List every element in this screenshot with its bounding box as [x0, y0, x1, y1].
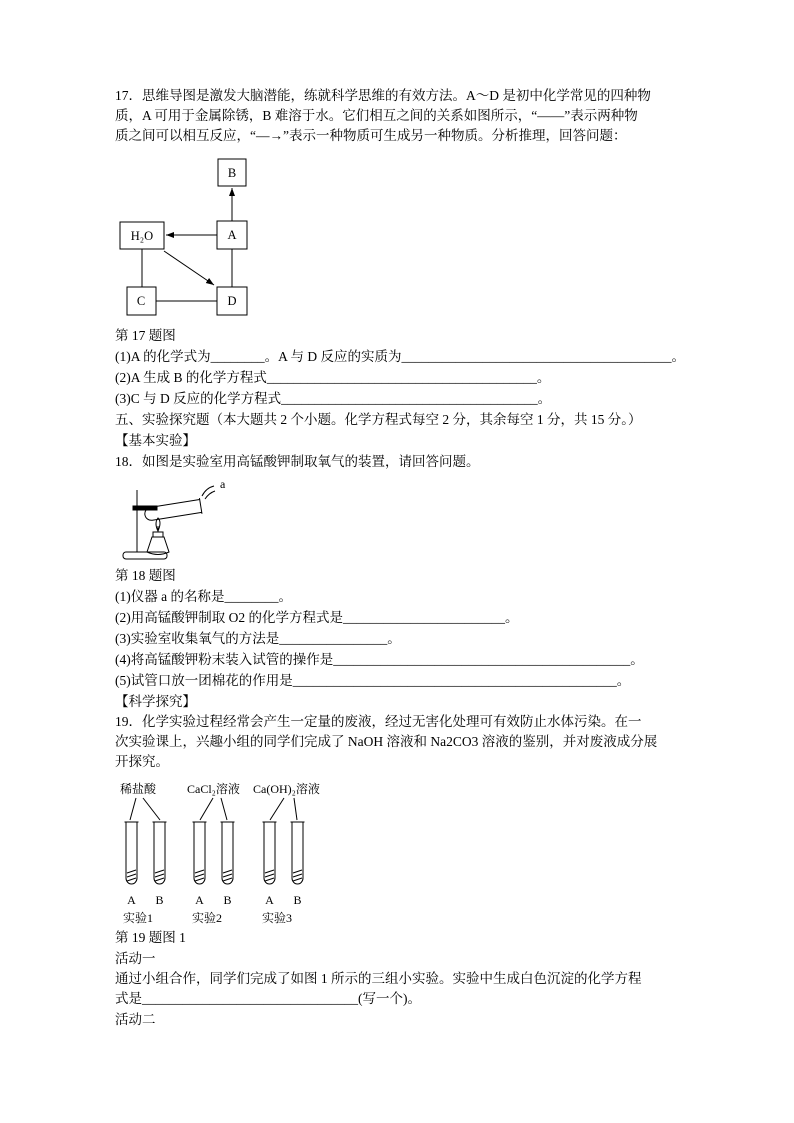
pour-line — [130, 798, 136, 820]
stand-base — [123, 552, 167, 559]
q17-figure-caption: 第 17 题图 — [115, 328, 176, 343]
section-5-header: 五、实验探究题（本大题共 2 个小题。化学方程式每空 2 分，其余每空 1 分，共 15 分。） — [115, 412, 642, 427]
arrow-H2O-to-D — [164, 251, 214, 285]
q19-text-line: 次实验课上，兴趣小组的同学们完成了 NaOH 溶液和 Na2CO3 溶液的鉴别，并对废液成分展 — [115, 734, 658, 749]
tube-letter-B: B — [155, 893, 164, 907]
q19-figure-caption: 第 19 题图 1 — [115, 930, 186, 945]
tube-letter-A: A — [195, 893, 204, 907]
basic-experiment-label: 【基本实验】 — [115, 433, 196, 448]
box-D-label: D — [227, 294, 237, 308]
q17-text-line: 质之间可以相互反应，“—→”表示一种物质可生成另一种物质。分析推理，回答问题： — [115, 128, 627, 143]
q17-text-line: 17．思维导图是激发大脑潜能，练就科学思维的有效方法。A～D 是初中化学常见的四种物 — [115, 88, 651, 103]
pour-line — [294, 798, 297, 820]
tube-letter-B: B — [293, 893, 302, 907]
box-B-label: B — [227, 166, 237, 180]
q18-part-2: (2)用高锰酸钾制取 O2 的化学方程式是________________________。 — [115, 610, 519, 625]
q17-relationship-diagram — [115, 154, 265, 326]
question-17 — [115, 86, 689, 409]
test-tube — [291, 822, 305, 884]
pour-line — [270, 798, 284, 820]
q17-part-3: (3)C 与 D 反应的化学方程式______________________________________。 — [115, 391, 552, 406]
q17-text-line: 质，A 可用于金属除锈，B 难溶于水。它们相互之间的关系如图所示，“——”表示两种物 — [115, 108, 638, 123]
q19-experiment-diagram — [116, 780, 331, 928]
q18-part-1: (1)仪器 a 的名称是________。 — [115, 589, 292, 604]
reagent-label-cacl2: CaCl₂溶液 — [187, 782, 240, 796]
lamp-cap — [153, 532, 163, 537]
question-18 — [115, 451, 689, 691]
experiment-3-label: 实验3 — [262, 911, 293, 925]
q18-part-5: (5)试管口放一团棉花的作用是________________________________________________。 — [115, 673, 631, 688]
q18-figure-caption: 第 18 题图 — [115, 568, 176, 583]
q18-apparatus-diagram — [117, 476, 237, 566]
q18-part-4: (4)将高锰酸钾粉末装入试管的操作是____________________________________________。 — [115, 652, 644, 667]
q19-text-line: 19．化学实验过程经常会产生一定量的废液，经过无害化处理可有效防止水体污染。在一 — [115, 714, 642, 729]
tube-letter-A: A — [127, 893, 136, 907]
delivery-tube — [202, 486, 214, 496]
question-19 — [115, 712, 689, 1030]
experiment-1-label: 实验1 — [123, 911, 154, 925]
q18-part-3: (3)实验室收集氧气的方法是________________。 — [115, 631, 401, 646]
apparatus-label-a: a — [220, 477, 226, 491]
test-tube — [125, 822, 139, 884]
test-tube — [221, 822, 235, 884]
q19-activity-1-line: 式是________________________________(写一个)。 — [115, 991, 421, 1006]
pour-line — [200, 798, 213, 820]
science-inquiry-label: 【科学探究】 — [115, 694, 196, 709]
box-H2O-label: H₂O — [130, 229, 154, 243]
pour-line — [221, 798, 227, 820]
test-tube — [263, 822, 277, 884]
q19-activity-1-line: 通过小组合作，同学们完成了如图 1 所示的三组小实验。实验中生成白色沉淀的化学方程 — [115, 971, 642, 986]
delivery-tube — [205, 491, 215, 499]
q19-activity-1-label: 活动一 — [115, 951, 156, 966]
pour-line — [143, 798, 160, 820]
tube-letter-B: B — [223, 893, 232, 907]
q19-activity-2-label: 活动二 — [115, 1012, 156, 1027]
q17-part-1: (1)A 的化学式为________。A 与 D 反应的实质为________________________________________。 — [115, 349, 685, 364]
reagent-label-caoh2: Ca(OH)₂溶液 — [253, 782, 320, 796]
box-C-label: C — [136, 294, 146, 308]
tube-letter-A: A — [265, 893, 274, 907]
q18-intro: 18．如图是实验室用高锰酸钾制取氧气的装置，请回答问题。 — [115, 454, 480, 469]
test-tube — [153, 822, 167, 884]
page-content — [115, 86, 689, 1030]
reagent-label-hcl: 稀盐酸 — [120, 782, 157, 796]
box-A-label: A — [227, 228, 237, 242]
experiment-2-label: 实验2 — [192, 911, 223, 925]
q17-part-2: (2)A 生成 B 的化学方程式________________________________________。 — [115, 370, 551, 385]
test-tube — [193, 822, 207, 884]
q19-text-line: 开探究。 — [115, 754, 169, 769]
